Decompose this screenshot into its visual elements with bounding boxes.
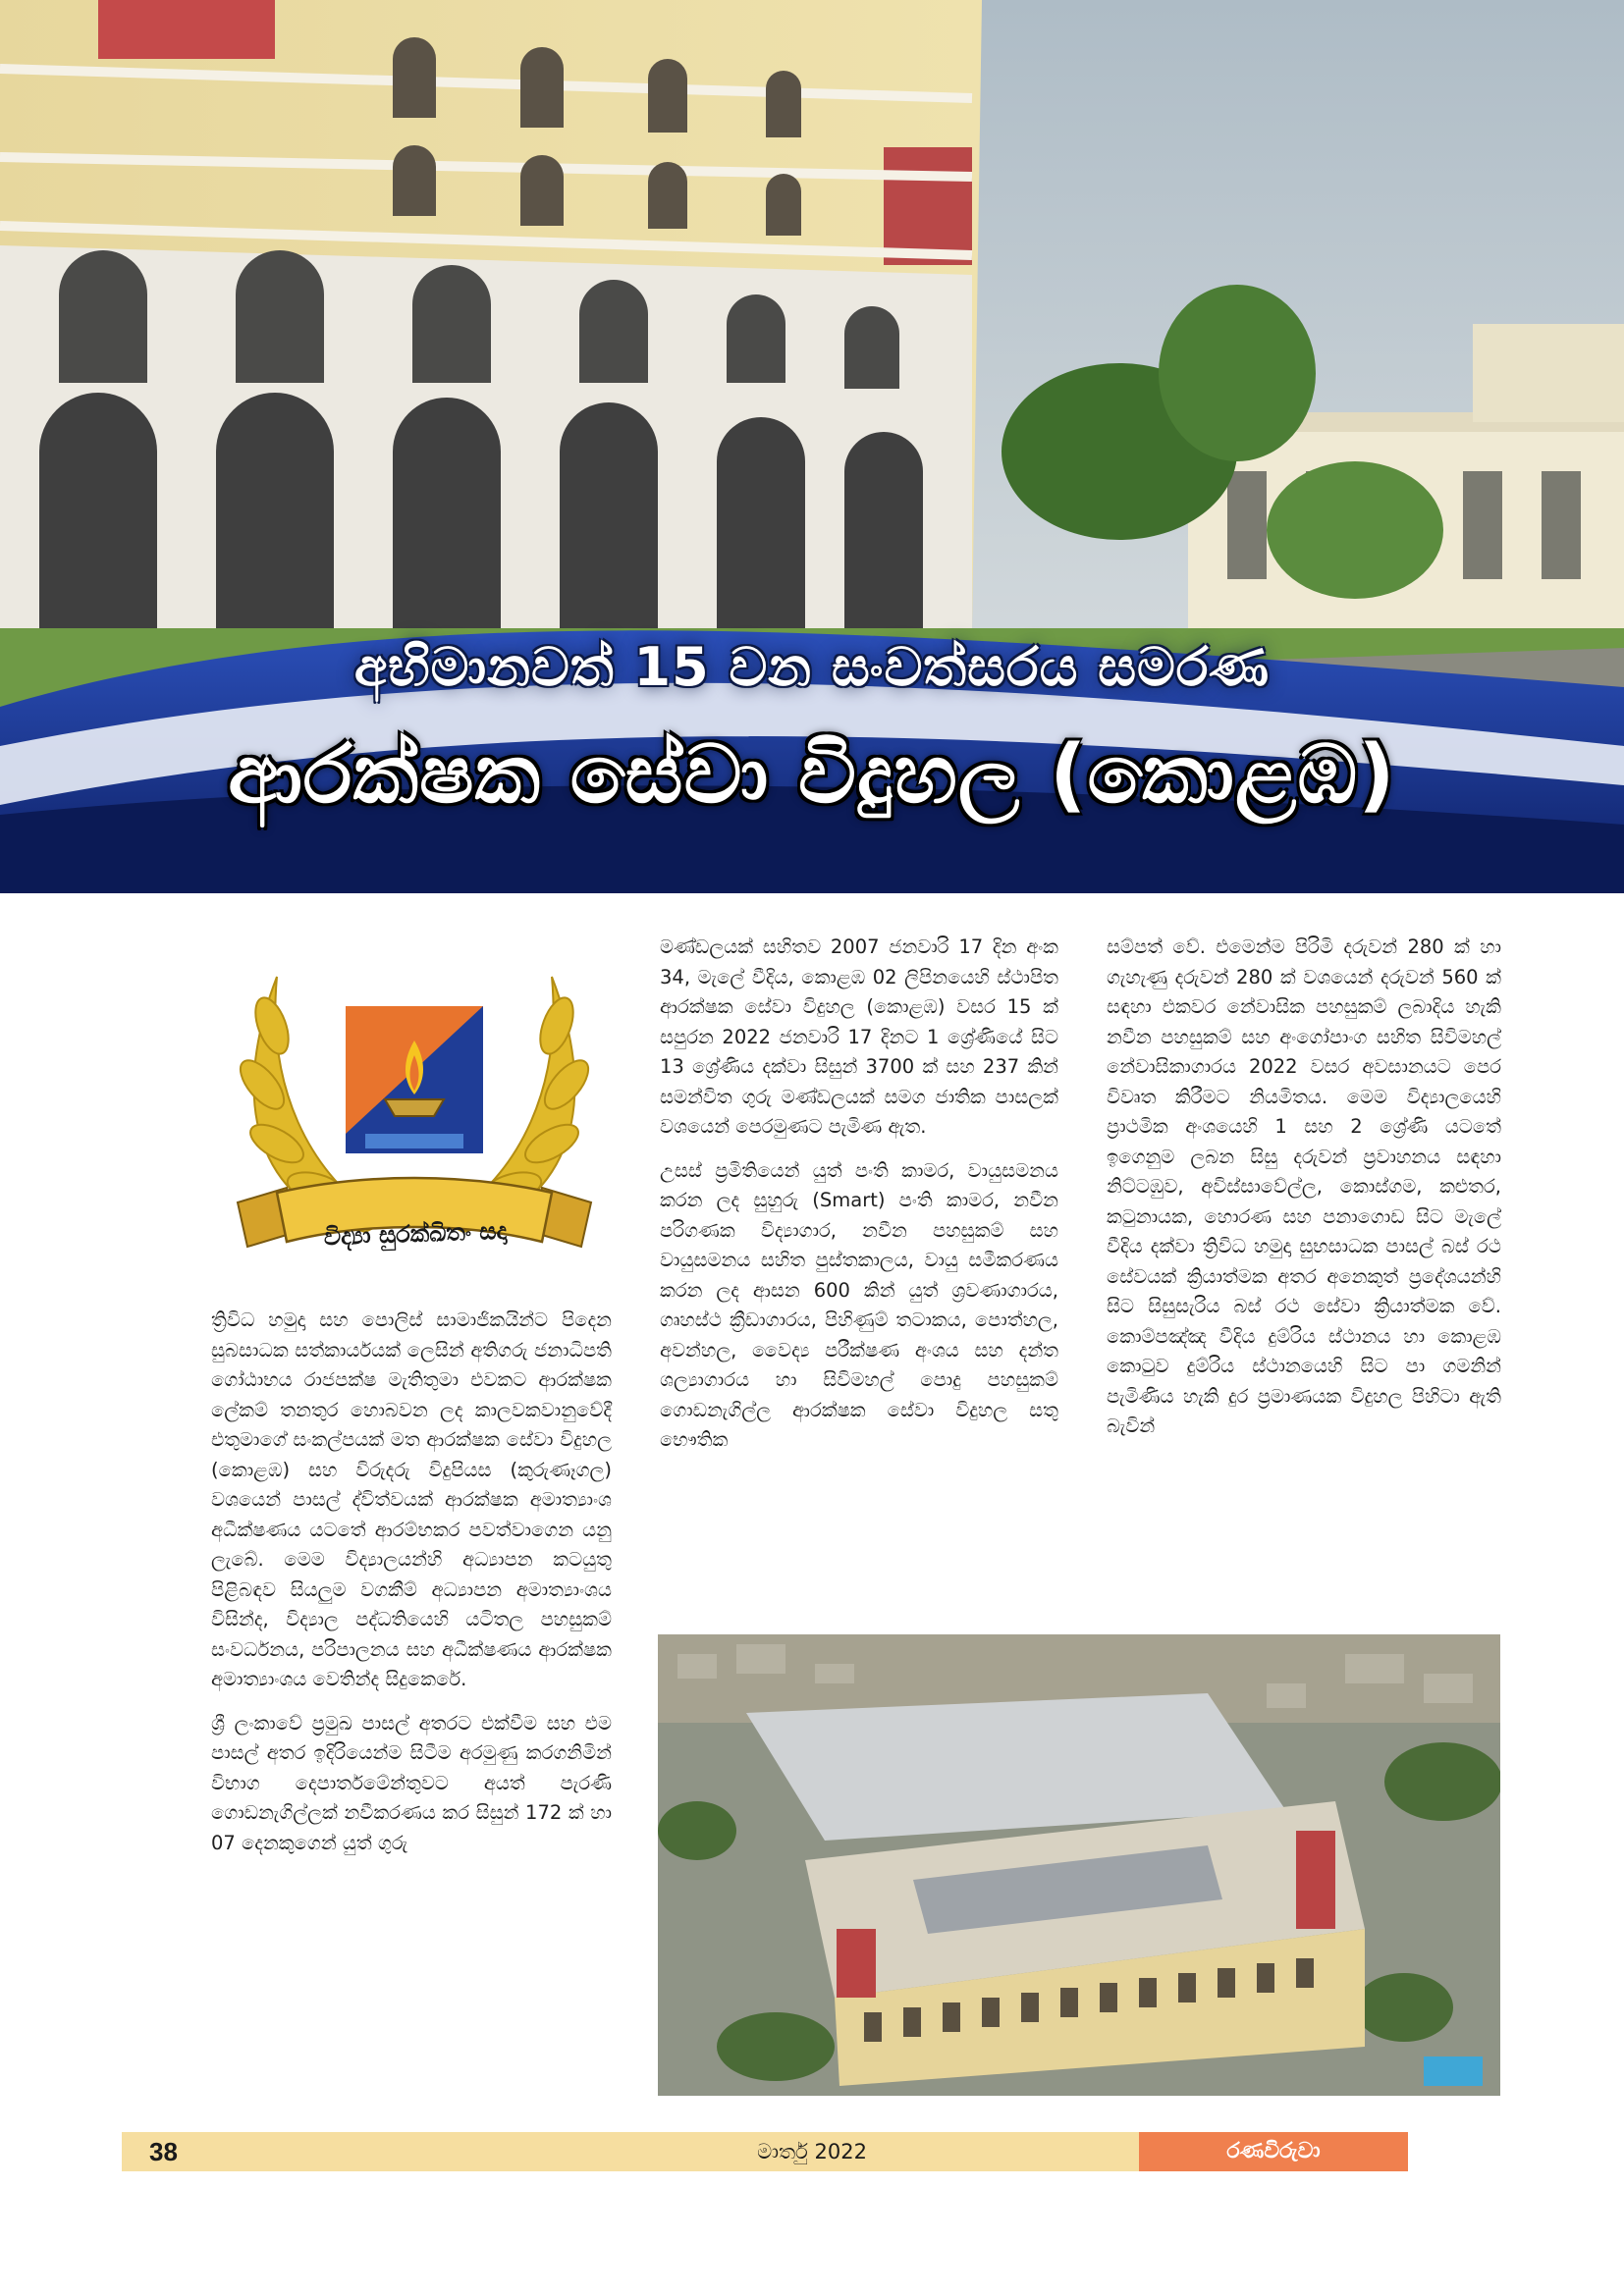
- paragraph: ශ්‍රී ලංකාවේ ප්‍රමුඛ පාසල් අතරට එක්වීම සහ එම පාසල් අතර ඉදිරියෙන්ම සිටීම අරමුණු කරගනිමින් විභාග දෙපාර්තමේන්තුවට අයත් පැරණි ගොඩනැගිල්ලක් නවීකරණය කර සිසුන් 172 ක් හා 07 දෙනකුගෙන් යුත් ගුරු: [211, 1711, 612, 1854]
- paragraph: සම්පත් වේ. එමෙන්ම පිරිමි දරුවන් 280 ක් හා ගැහැණු දරුවන් 280 ක් වශයෙන් දරුවන් 560 ක් සඳහා එකවර නේවාසික පහසුකම් ලබාදිය හැකි නවීන පහසුකම් සහ අංගෝපාංග සහිත සිවිමහල් නේවාසිකාගාරය 2022 වසර අවසානයට පෙර විවෘත කිරීමට නියමිතය. මෙම විද්‍යාලයෙහි ප්‍රාථමික අංශයෙහි 1 සහ 2 ශ්‍රේණි යටතේ ඉගෙනුම ලබන සිසු දරුවන් ප්‍රවාහනය සඳහා නිට්ටඹුව, අවිස්සාවේල්ල, කොස්ගම, කළුතර, කටුනායක, හොරණ සහ පනාගොඩ සිට මැලේ වීදිය දක්වා ත්‍රිවිධ හමුදා සුභසාධක පාසල් බස් රථ සේවයක් ක්‍රියාත්මක අතර අනෙකුත් ප්‍රදේශයන්හි සිට සිසුසැරිය බස් රථ සේවා ක්‍රියාත්මක වේ. කොම්පඤ්ඤ වීදිය දුම්රිය ස්ථානය හා කොළඹ කොටුව දුම්රිය ස්ථානයෙහි සිට පා ගමනින් පැමිණිය හැකි දුර ප්‍රමාණයක විදුහල පිහිටා ඇති බැවින්: [1107, 935, 1501, 1437]
- crest-motto: විද්‍යා සුරක්ඛිතං සදා: [323, 1215, 508, 1252]
- banner-subtitle: අභිමානවත් 15 වන සංවත්සරය සමරණ: [353, 636, 1271, 698]
- paragraph: මණ්ඩලයක් සහිතව 2007 ජනවාරි 17 දින අංක 34, මැලේ වීදිය, කොළඹ 02 ලිපිනයෙහි ස්ථාපිත ආරක්ෂක සේවා විදුහල (කොළඹ) වසර 15 ක් සපුරන 2022 ජනවාරි 17 දිනට 1 ශ්‍රේණියේ සිට 13 ශ්‍රේණිය දක්වා සිසුන් 3700 ක් සහ 237 කින් සමන්විත ගුරු මණ්ඩලයක් සමග ජාතික පාසලක් වශයෙන් පෙරමුණට පැමිණ ඇත.: [660, 935, 1058, 1138]
- paragraph: උසස් ප්‍රමිතියෙන් යුත් පංති කාමර, වායුසමනය කරන ලද සුහුරු (Smart) පංති කාමර, නවීන පරිගණක විද්‍යාගාර, නවීන පහසුකම් සහ වායුසමනය සහිත පුස්තකාලය, වායු සමීකරණය කරන ලද ආසන 600 කින් යුත් ශ්‍රවණාගාරය, ගෘහස්ථ ක්‍රීඩාගාරය, පිහිණුම් තටාකය, පොත්හල, අවන්හල, වෛද්‍ය පරීක්ෂණ අංශය සහ දන්ත ශල්‍යාගාරය හා සිවිමහල් පොදු පහසුකම් ගොඩනැගිල්ල ආරක්ෂක සේවා විදුහල සතු භෞතික: [660, 1158, 1058, 1451]
- article-column-3: [1107, 933, 1501, 1456]
- hero-banner: [0, 0, 1624, 893]
- page-number: 38: [149, 2137, 178, 2166]
- article-column-1: [211, 1306, 612, 1872]
- magazine-name: රණවිරුවා: [1226, 2139, 1321, 2163]
- banner-title: ආරක්ෂක සේවා විදුහල (කොළඹ): [228, 728, 1396, 822]
- paragraph: ත්‍රිවිධ හමුදා සහ පොලිස් සාමාජිකයින්ට පිදෙන සුබසාධක සත්කාර්යයක් ලෙසින් අතිගරු ජනාධිපති ගෝඨාභය රාජපක්ෂ මැතිතුමා එවකට ආරක්ෂක ලේකම් තනතුර හොබවන ලද කාලවකවානුවේදී එතුමාගේ සංකල්පයක් මත ආරක්ෂක සේවා විදුහල (කොළඹ) සහ විරුදරු විදුපියස (කුරුණෑගල) වශයෙන් පාසල් ද්විත්වයක් ආරක්ෂක අමාත්‍යාංශ අධීක්ෂණය යටතේ ආරම්භකර පවත්වාගෙන යනු ලැබේ. මෙම විද්‍යාලයන්හි අධ්‍යාපන කටයුතු පිළිබඳව සියලුම වගකීම් අධ්‍යාපන අමාත්‍යාංශය විසින්ද, විද්‍යාල පද්ධතියෙහි යටිතල පහසුකම් සංවර්ධනය, පරිපාලනය සහ අධීක්ෂණය ආරක්ෂක අමාත්‍යාංශය වෙතින්ද සිදුකෙරේ.: [211, 1308, 612, 1690]
- article-column-2: [660, 933, 1058, 1469]
- aerial-school-photo: [658, 1634, 1500, 2096]
- issue-date: මාර්තු 2022: [757, 2140, 867, 2163]
